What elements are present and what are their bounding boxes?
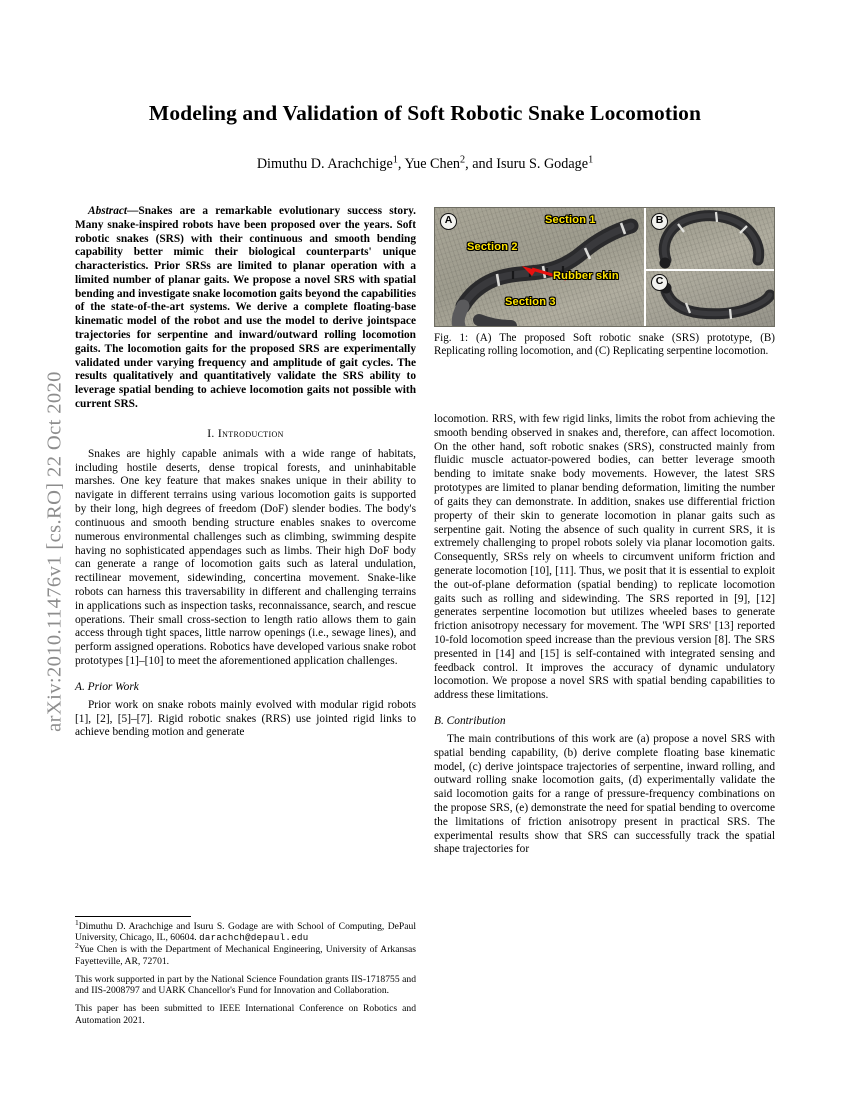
footnote-divider xyxy=(75,916,191,917)
footnote-submission: This paper has been submitted to IEEE International Conference on Robotics and Automation 2021. xyxy=(75,1003,416,1026)
footnote-1-email[interactable]: darachch@depaul.edu xyxy=(199,932,309,944)
author-3-affiliation-marker: 1 xyxy=(588,154,594,166)
abstract-lead-label: Abstract— xyxy=(88,205,139,217)
footnote-block xyxy=(75,916,416,1026)
left-column xyxy=(75,205,416,740)
figure-label-section-2: Section 2 xyxy=(467,241,518,253)
footnote-2 xyxy=(75,941,416,967)
abstract-text: Snakes are a remarkable evolutionary success story. Many snake-inspired robots have been proposed over the years. Soft robotic snakes (SRS) with their continuous and smooth bending capability better mimic their biological counterparts' unique characteristics. Prior SRSs are limited to planar operation with a limited number of planar gaits. We propose a novel SRS with spatial bending and investigate snake locomotion gaits beyond the capabilities of the state-of-the-art systems. We derive a complete floating-base kinematic model of the robot and use the model to derive jointspace trajectories for serpentine and inward/outward rolling locomotion gaits. The locomotion gaits for the proposed SRS are experimentally validated under varying frequency and amplitude of gait cycles. The results qualitatively and quantitatively validate the SRS ability to leverage spatial bending to achieve locomotion gaits not possible with current SRS. xyxy=(75,205,416,410)
figure-panel-marker-b: B xyxy=(651,213,668,230)
arxiv-stamp xyxy=(0,0,70,1100)
footnote-2-marker: 2 xyxy=(75,941,79,951)
paper-page xyxy=(75,0,775,1100)
author-2-affiliation-marker: 2 xyxy=(460,154,466,166)
abstract-paragraph xyxy=(75,205,416,412)
prior-work-paragraph-1: Prior work on snake robots mainly evolved with modular rigid robots [1], [2], [5]–[7]. Rigid robotic snakes (RRS) use jointed rigid links to achieve bending motion and generate xyxy=(75,698,416,739)
figure-panel-marker-c: C xyxy=(651,274,668,291)
figure-1-photo xyxy=(434,207,775,327)
figure-label-rubber-skin: Rubber skin xyxy=(553,270,619,282)
footnote-2-text: Yue Chen is with the Department of Mechanical Engineering, University of Arkansas Fayetteville, AR, 72701. xyxy=(75,944,416,967)
right-column xyxy=(434,413,775,857)
author-2-name: Yue Chen xyxy=(404,155,460,172)
author-1-name: Dimuthu D. Arachchige xyxy=(256,155,393,172)
author-separator-2: , and xyxy=(465,155,497,172)
figure-label-section-3: Section 3 xyxy=(505,296,556,308)
intro-paragraph-1: Snakes are highly capable animals with a wide range of habitats, including hostile deserts, dense tropical forests, and uninhabitable marshes. One key feature that makes snakes unique in their ability to navigate in different terrains using various locomotion gaits is supported by their long, high degrees of freedom (DoF) slender bodies. The body's continuous and smooth bending structure enables snakes to overcome numerous environmental challenges such as climbing, swimming despite having no sophisticated appendages such as limbs. Their high DoF body can generate a range of locomotion gaits such as lateral undulation, rectilinear movement, sidewinding, concertina movement. Snake-like robots can harness this traversability in different and challenging terrains in applications such as inspection tasks, reconnaissance, search, and rescue operations. Their small cross-section to length ratio allows them to gain access through tight spaces, little narrow openings (i.e., sewage lines), and perform assigned operations. Robotics have developed various snake robot prototypes [1]–[10] to meet the aforementioned application challenges. xyxy=(75,447,416,668)
subsection-heading-prior-work: A. Prior Work xyxy=(75,680,139,693)
author-1-affiliation-marker: 1 xyxy=(392,154,398,166)
page-title: Modeling and Validation of Soft Robotic Snake Locomotion xyxy=(148,101,702,125)
footnote-1 xyxy=(75,917,416,944)
figure-1 xyxy=(434,207,775,359)
figure-1-caption: Fig. 1: (A) The proposed Soft robotic snake (SRS) prototype, (B) Replicating rolling locomotion, and (C) Replicating serpentine locomotion. xyxy=(434,332,775,358)
title-block xyxy=(75,100,775,173)
contribution-paragraph-1: The main contributions of this work are (a) propose a novel SRS with spatial bending capability, (b) derive complete floating base kinematic model, (c) derive jointspace trajectories of serpentine, inward rolling, and outward rolling snake locomotion gaits, (d) experimentally validate the said locomotion gaits for a range of pressure-frequency combinations on the propose SRS, (e) demonstrate the need for spatial bending to overcome the limitations of friction anisotropy present in practical SRS. The experimental results show that SRS can successfully track the spatial shape trajectories for xyxy=(434,732,775,856)
author-separator-1: , xyxy=(397,155,405,172)
footnote-funding: This work supported in part by the National Science Foundation grants IIS-1718755 and and IIS-2008797 and UARK Chancellor's Fund for Innovation and Collaboration. xyxy=(75,973,416,997)
figure-panel-marker-a: A xyxy=(440,213,457,230)
right-paragraph-1: locomotion. RRS, with few rigid links, limits the robot from achieving the smooth bending observed in snakes and, therefore, can affect locomotion. On the other hand, soft robotic snakes (SRS), constructed mainly from fluidic muscle actuator-powered bodies, can better leverage smooth bending to imitate snake body movements. However, the latest SRS prototypes are limited to planar bending deformation, limiting the number of gaits they can demonstrate. In addition, snakes use differential friction property of their skin to generate locomotion in planar gaits such as serpentine gait. Noting the absence of such quality in current SRS, it is extremely challenging to propel robots solely via planar locomotion gaits. Consequently, SRSs rely on wheels to circumvent uniform friction and generate locomotion [10], [11]. Thus, we posit that it is essential to exploit the out-of-plane deformation (spatial bending) to replicate locomotion gaits such as rolling and sidewinding. The SRS reported in [9], [12] generates serpentine locomotion but utilizes wheeled bases to generate friction anisotropy necessary for movement. The 'WPI SRS' [13] reported 10-fold locomotion speed increase than the previous version [8]. The SRS presented in [14] and [15] is self-contained with integrated sensing and feedback control. It improves the accuracy of dynamic undulatory locomotion. We propose a novel SRS with spatial bending capabilities to address these limitations. xyxy=(434,413,775,702)
section-heading-introduction: I. Introduction xyxy=(207,426,284,440)
footnote-1-text: Dimuthu D. Arachchige and Isuru S. Godage are with School of Computing, DePaul University, Chicago, IL, 60604. xyxy=(75,921,416,944)
author-line xyxy=(75,155,775,173)
footnote-1-marker: 1 xyxy=(75,917,79,927)
subsection-heading-contribution: B. Contribution xyxy=(434,715,506,728)
author-3-name: Isuru S. Godage xyxy=(496,155,589,172)
arxiv-stamp-text: arXiv:2010.11476v1 [cs.RO] 22 Oct 2020 xyxy=(43,371,66,732)
figure-label-section-1: Section 1 xyxy=(545,214,596,226)
